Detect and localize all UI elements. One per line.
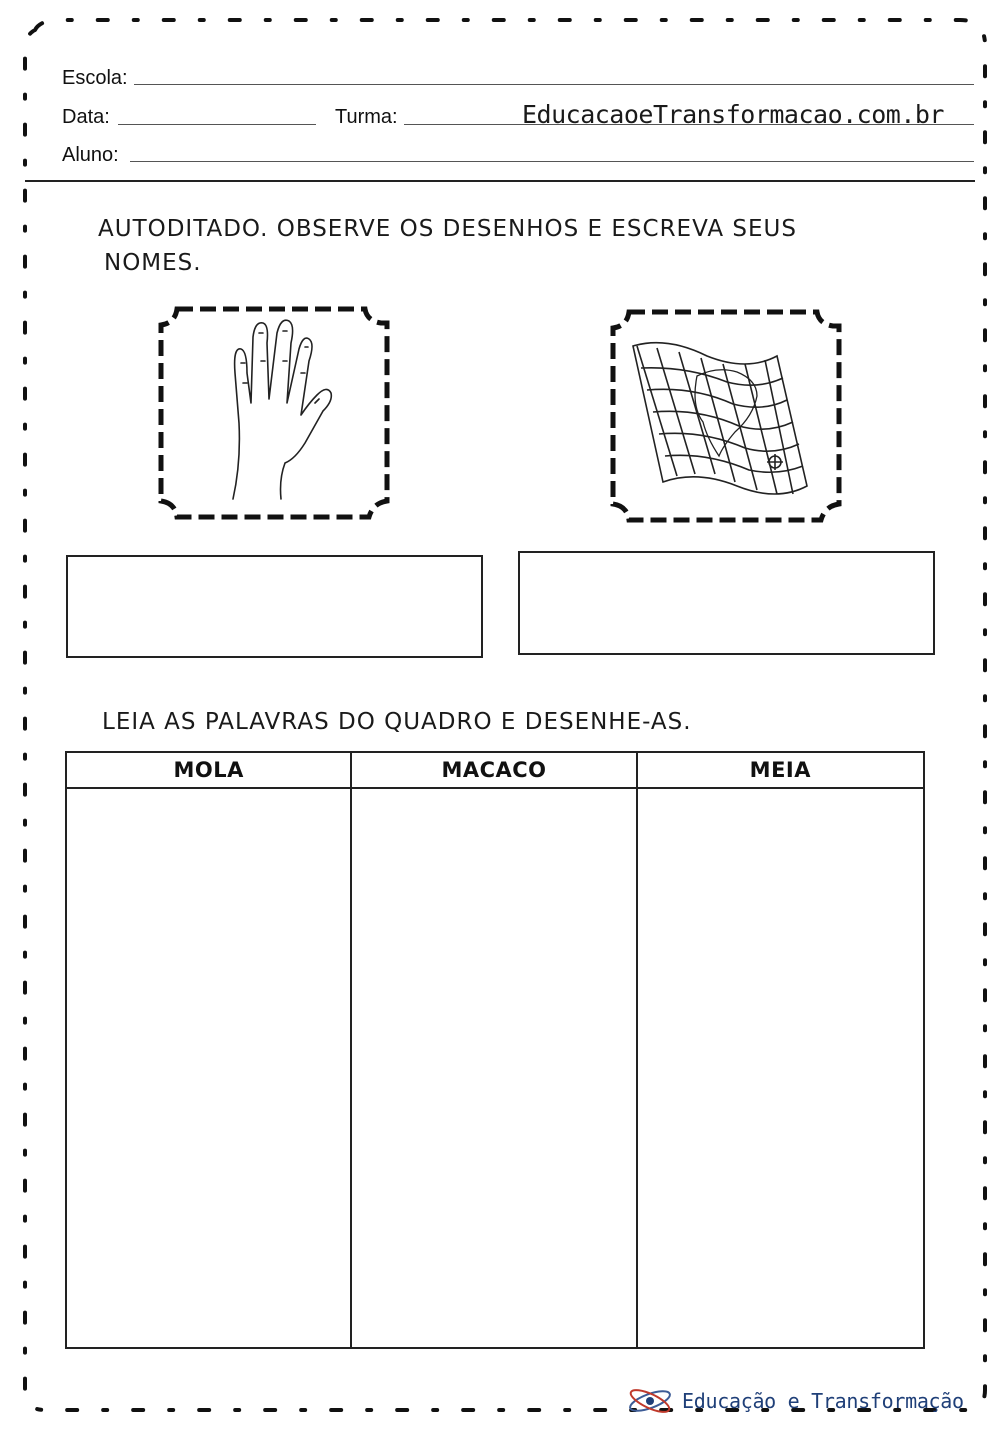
data-label: Data: [62,106,110,128]
exercise-2-instruction: LEIA AS PALAVRAS DO QUADRO E DESENHE-AS. [102,709,692,735]
drawing-table [65,751,925,1349]
drawing-cell-meia[interactable] [638,789,923,1347]
answer-box-map[interactable] [518,551,935,655]
picture-frame-map [607,306,847,528]
answer-box-hand[interactable] [66,555,483,658]
picture-frame-hand [155,303,395,525]
drawing-cell-mola[interactable] [67,789,352,1347]
escola-label: Escola: [62,67,128,89]
website-watermark: EducacaoeTransformacao.com.br [522,100,944,129]
data-field[interactable] [118,124,316,125]
turma-label: Turma: [335,106,398,128]
column-header-mola: MOLA [67,753,352,789]
exercise-1-instruction-line1: AUTODITADO. OBSERVE OS DESENHOS E ESCREVA SEUS [98,216,797,242]
drawing-cell-macaco[interactable] [352,789,637,1347]
atom-logo-icon [626,1384,674,1418]
column-header-macaco: MACACO [352,753,637,789]
escola-field[interactable] [134,84,974,85]
aluno-field[interactable] [130,161,974,162]
footer-brand-text: Educação e Transformação [682,1389,964,1413]
footer-brand [626,1384,964,1418]
aluno-label: Aluno: [62,144,119,166]
header-divider [25,180,975,182]
column-header-meia: MEIA [638,753,923,789]
hand-icon [233,320,331,499]
exercise-1-instruction-line2: NOMES. [104,250,202,276]
map-icon [633,343,807,494]
